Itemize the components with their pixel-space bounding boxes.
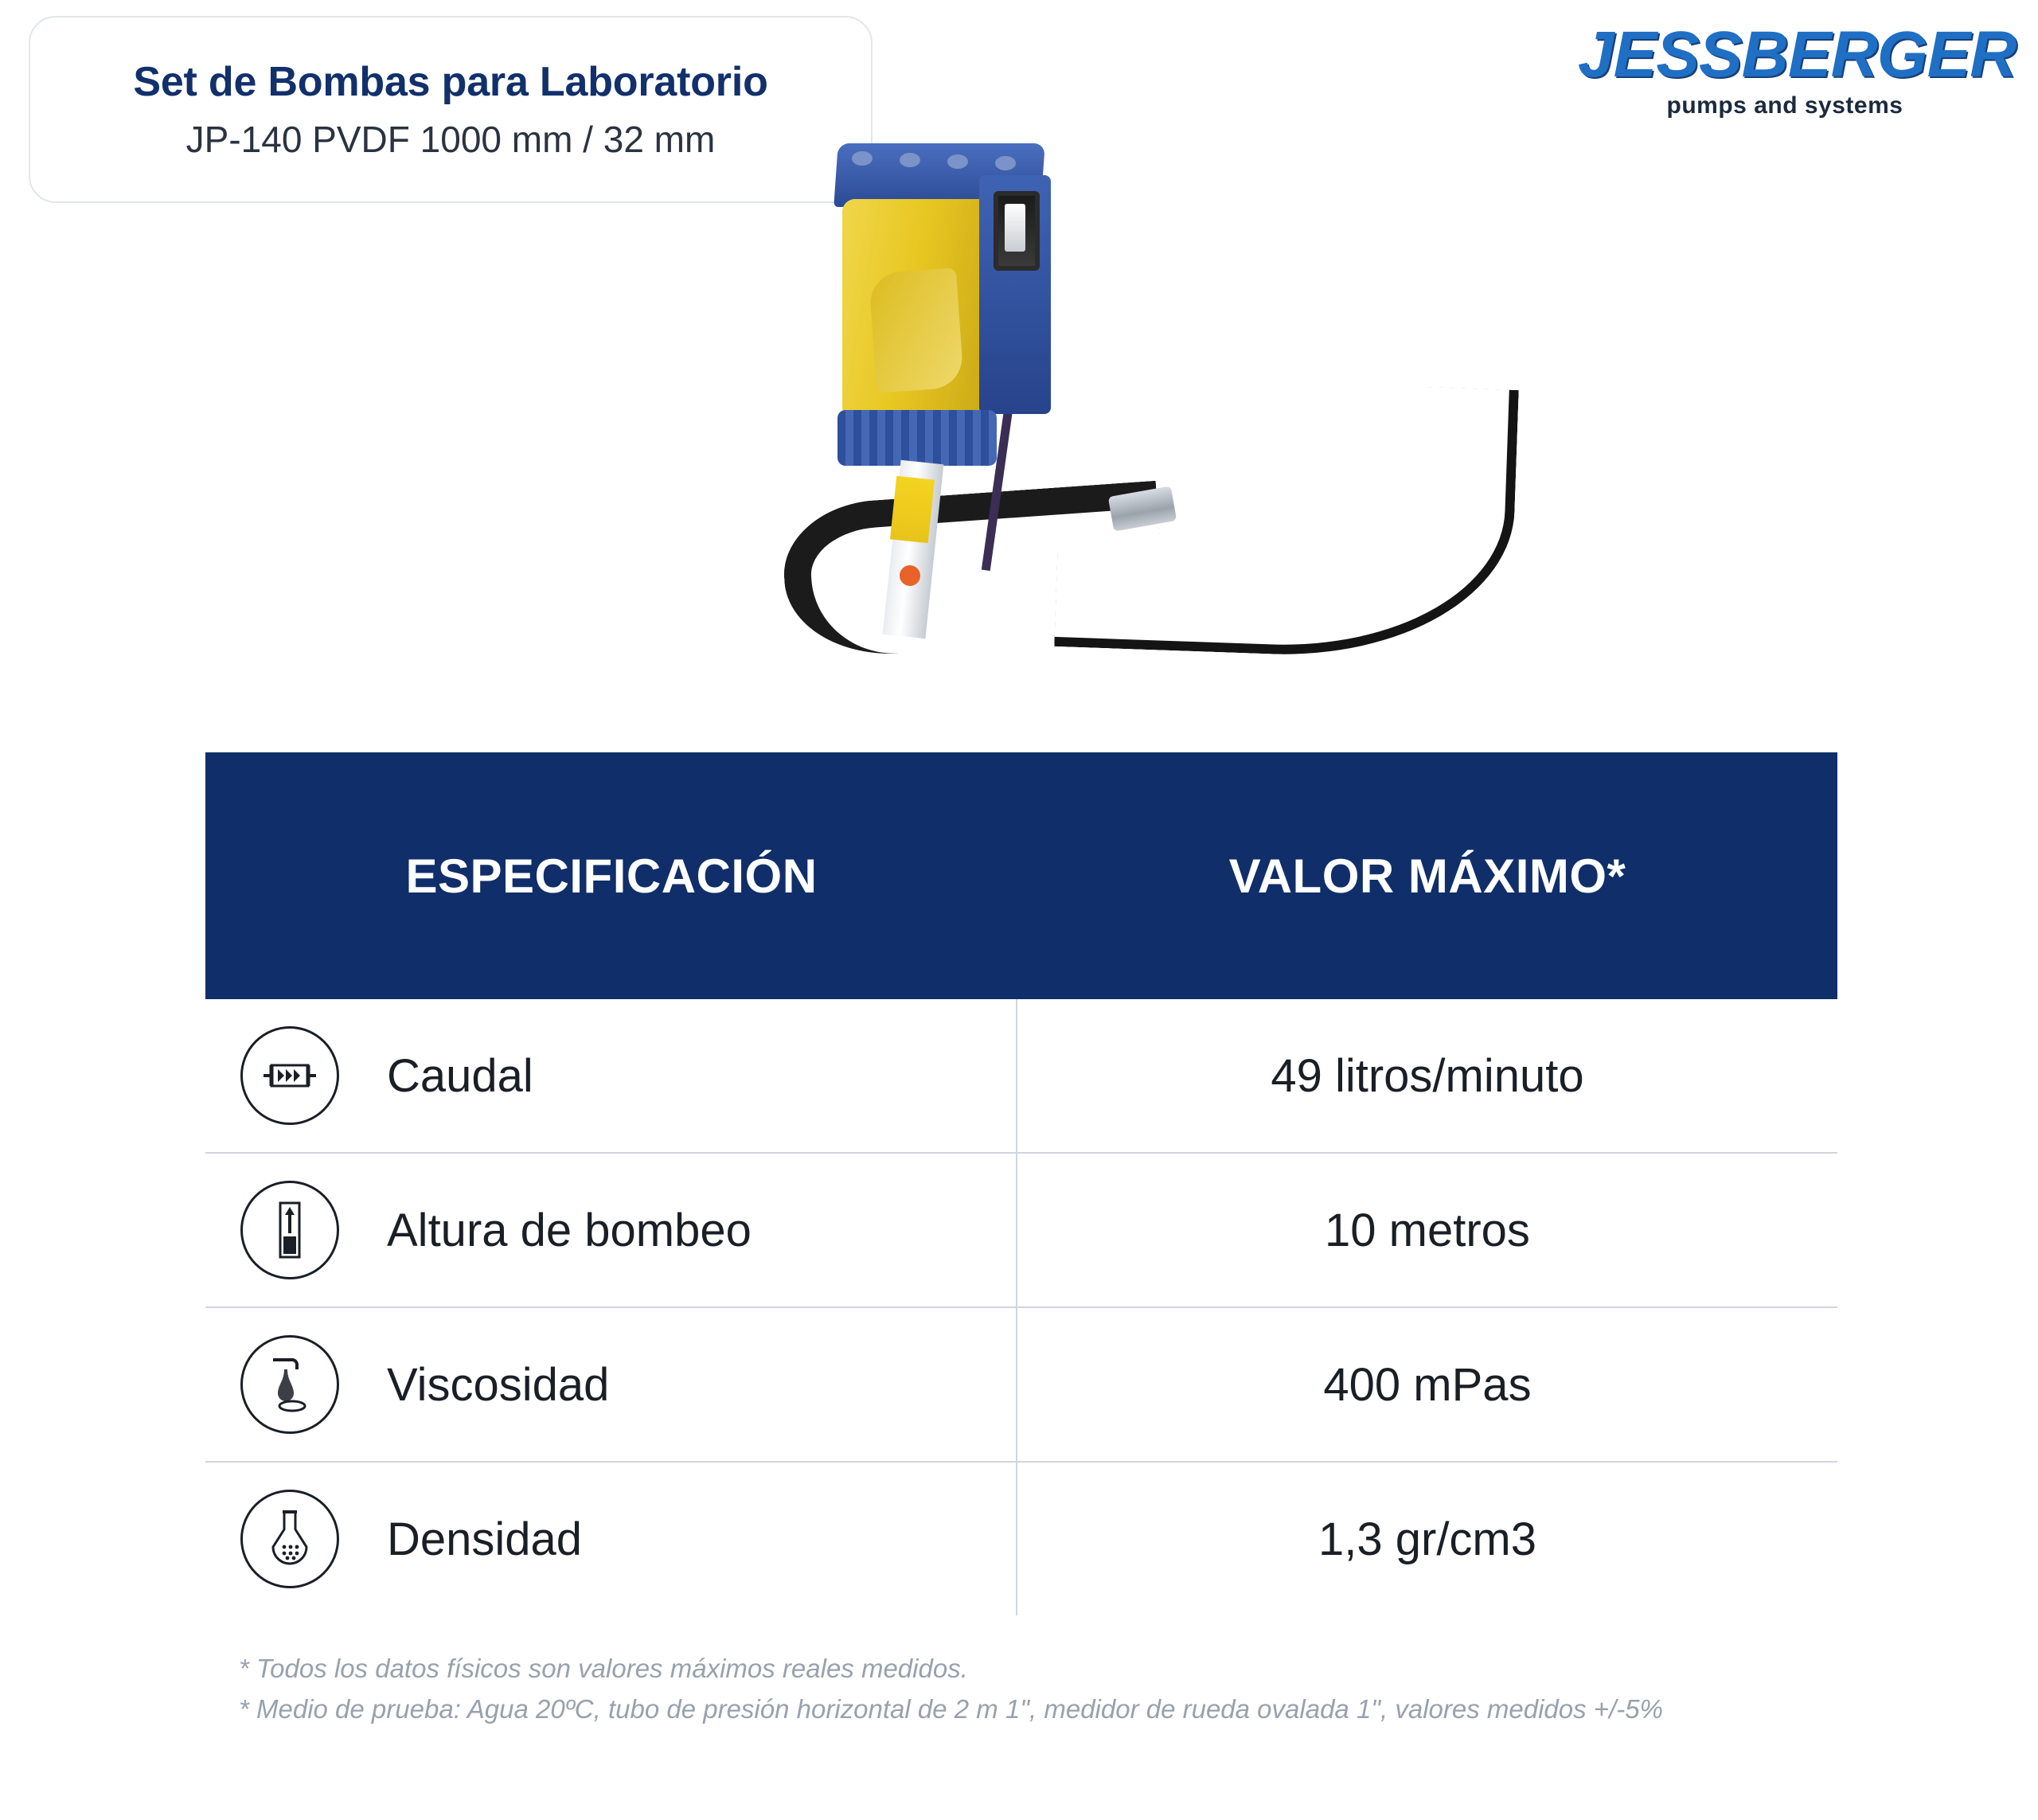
page-subtitle: JP-140 PVDF 1000 mm / 32 mm [185,119,716,161]
column-header-value: VALOR MÁXIMO* [1228,849,1626,903]
footnote-2: * Medio de prueba: Agua 20ºC, tubo de presión horizontal de 2 m 1", medidor de rueda ovalada 1", valores medidos +/-5% [239,1694,1663,1724]
footnotes [239,1648,1911,1729]
spec-cell [205,999,1017,1152]
motor-housing-graphic [842,199,994,414]
brand-tagline: pumps and systems [1666,92,1903,119]
spec-label: Viscosidad [387,1358,610,1411]
footnote-1: * Todos los datos físicos son valores máximos reales medidos. [239,1654,968,1683]
spec-label: Altura de bombeo [387,1204,752,1256]
spec-cell [205,1463,1017,1615]
table-row [205,1463,1837,1615]
density-flask-icon [240,1490,339,1588]
value-cell: 49 litros/minuto [1271,1049,1584,1102]
motor-vent-graphic [852,151,1027,172]
value-cell: 400 mPas [1323,1358,1532,1411]
page-title: Set de Bombas para Laboratorio [133,58,768,105]
specification-table [205,752,1837,1615]
table-header-row [205,752,1837,999]
title-card [29,16,873,203]
column-header-specification: ESPECIFICACIÓN [405,849,818,903]
pump-collar-graphic [837,410,997,466]
warning-label-graphic [890,476,935,544]
table-row [205,1154,1837,1308]
flow-meter-icon [240,1026,339,1125]
table-row [205,1308,1837,1463]
lift-height-icon [240,1181,339,1279]
value-cell: 1,3 gr/cm3 [1318,1513,1536,1565]
table-row [205,999,1837,1154]
spec-label: Caudal [387,1049,533,1102]
brand-name: JESSBERGER [1578,18,2017,91]
value-cell: 10 metros [1325,1204,1530,1256]
brand-logo [1578,18,2017,119]
spec-label: Densidad [387,1513,583,1565]
spec-cell [205,1308,1017,1461]
product-image [796,143,1449,780]
viscosity-icon [240,1335,339,1434]
spec-cell [205,1154,1017,1306]
switch-window-graphic [994,191,1040,271]
